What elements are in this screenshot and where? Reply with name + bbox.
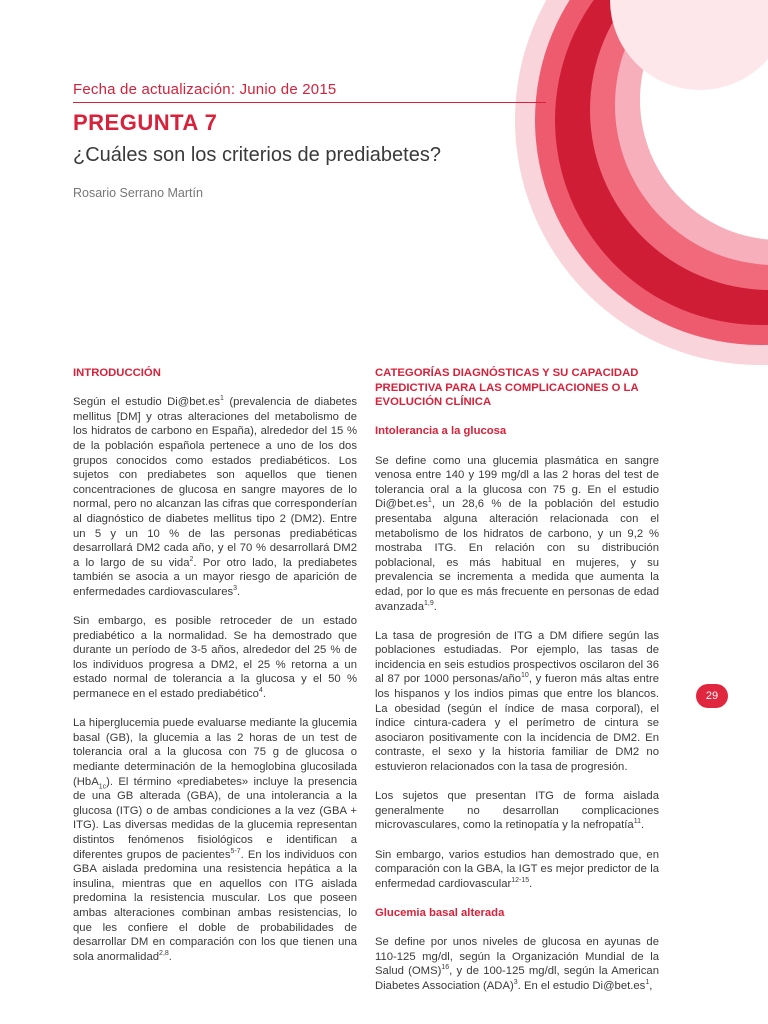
update-date: Fecha de actualización: Junio de 2015 <box>73 81 337 98</box>
paragraph: Según el estudio $Di@bet.es^1$ (prevalencia de diabetes mellitus [DM] y otras alteraciones del metabolismo de los hidratos de carbono en España), alrededor del 15 % de la población española pertenece a uno de los dos grupos conocidos como estados prediabéticos. Los sujetos con prediabetes son aquellos que tienen concentraciones de glucosa en sangre mayores de lo normal, pero no alcanzan las cifras que corresponderían al diagnóstico de diabetes mellitus tipo 2 (DM2). Entre un 5 y un 10 % de las personas prediabéticas desarrollará DM2 cada año, y el 70 % desarrollará DM2 a lo largo de su vida$^2$. Por otro lado, la prediabetes también se asocia a un mayor riesgo de aparición de enfermedades cardiovasculares$^3$. <box>73 395 358 598</box>
intro-heading: INTRODUCCIÓN <box>73 367 161 379</box>
paragraph: Los sujetos que presentan ITG de forma aislada generalmente no desarrollan complicaciones microvasculares, como la retinopatía y la nefropatía$^{11}$. <box>375 790 659 832</box>
left-column <box>73 366 357 979</box>
paragraph: Sin embargo, varios estudios han demostrado que, en comparación con la GBA, la IGT es mejor predictor de la enfermedad cardiovascular$^{12-15}$. <box>375 848 659 890</box>
question-title: ¿Cuáles son los criterios de prediabetes? <box>73 144 441 166</box>
paragraph: Sin embargo, es posible retroceder de un estado prediabético a la normalidad. Se ha demostrado que durante un período de 3-5 años, alrededor del 25 % de los individuos progresa a DM2, el 25 % retorna a un estado normal de tolerancia a la glucosa y el 50 % permanece en el estado prediabético$^4$. <box>73 615 357 701</box>
subheading-glucemia-basal: Glucemia basal alterada <box>375 906 505 919</box>
subheading-intolerancia: Intolerancia a la glucosa <box>375 425 507 438</box>
question-number: PREGUNTA 7 <box>73 110 218 135</box>
paragraph: La hiperglucemia puede evaluarse mediante la glucemia basal (GB), la glucemia a las 2 horas de un test de tolerancia oral a la glucosa con 75 g de glucosa o mediante determinación de la hemoglobina glucosilada (HbA$_{1c}$). El término «prediabetes» incluye la presencia de una GB alterada (GBA), de una intolerancia a la glucosa (ITG) o de ambas condiciones a la vez (GBA + ITG). Las diversas medidas de la glucemia representan distintos fenómenos fisiológicos e identifican a diferentes grupos de pacientes$^{5-7}$. En los individuos con GBA aislada predomina una resistencia hepática a la insulina, mientras que en aquellos con ITG aislada predomina la resistencia muscular. Los que poseen ambas alteraciones combinan ambas resistencias, lo que les confiere el doble de probabilidades de desarrollar DM en comparación con los que tienen una sola anormalidad$^{2,8}$. <box>73 717 357 963</box>
page-number-badge: 29 <box>696 684 728 708</box>
paragraph: Se define por unos niveles de glucosa en ayunas de 110-125 mg/dl, según la Organización Mundial de la Salud (OMS)$^{16}$, y de 100-125 mg/dl, según la American Diabetes Association (ADA)$^3$. En el estudio $Di@bet.es^1$, <box>375 936 659 992</box>
right-column <box>375 366 659 1008</box>
paragraph: Se define como una glucemia plasmática en sangre venosa entre 140 y 199 mg/dl a las 2 horas del test de tolerancia oral a la glucosa con 75 g. En el estudio $Di@bet.es^1$, un 28,6 % de la población del estudio presentaba alguna alteración relacionada con el metabolismo de los hidratos de carbono, y un 9,2 % mostraba ITG. En relación con su distribución poblacional, es más habitual en mujeres, y su prevalencia se incrementa a medida que aumenta la edad, por lo que es más frecuente en personas de edad avanzada$^{1,9}$. <box>375 454 659 613</box>
paragraph: La tasa de progresión de ITG a DM difiere según las poblaciones estudiadas. Por ejemplo, las tasas de incidencia en seis estudios prospectivos oscilaron del 36 al 87 por 1000 personas/año$^{10}$, y fueron más altas entre los hispanos y los indios pimas que entre los blancos. La obesidad (según el índice de masa corporal), el índice cintura-cadera y el perímetro de cintura se asociaron positivamente con la incidencia de DM2. En contraste, el sexo y la historia familiar de DM2 no estuvieron relacionados con la tasa de progresión. <box>375 629 659 774</box>
author: Rosario Serrano Martín <box>73 186 203 200</box>
header-rule <box>73 102 546 103</box>
section-heading: CATEGORÍAS DIAGNÓSTICAS Y SU CAPACIDAD PREDICTIVA PARA LAS COMPLICACIONES O LA EVOLUCIÓN CLÍNICA <box>375 367 639 409</box>
